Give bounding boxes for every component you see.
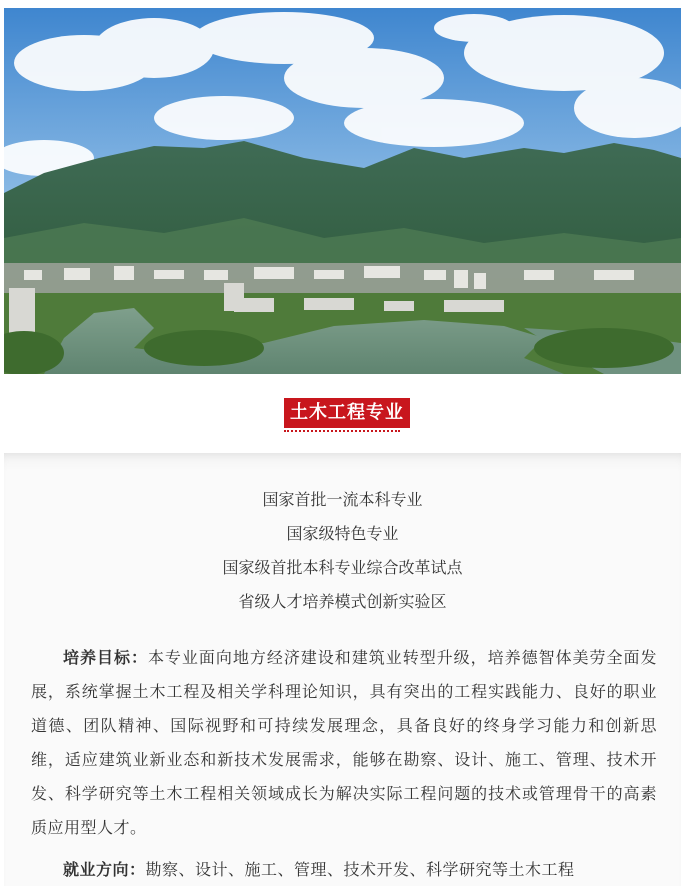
training-goal-paragraph — [31, 641, 657, 845]
major-title-badge: 土木工程专业 — [284, 398, 410, 428]
employment-text: 勘察、设计、施工、管理、技术开发、科学研究等土木工程 — [145, 860, 575, 879]
honors-list — [4, 483, 681, 619]
training-goal-text: 本专业面向地方经济建设和建筑业转型升级，培养德智体美劳全面发展，系统掌握土木工程及相关学科理论知识，具有突出的工程实践能力、良好的职业道德、团队精神、国际视野和可持续发展理念，具备良好的终身学习能力和创新思维，适应建筑业新业态和新技术发展需求，能够在勘察、设计、施工、管理、技术开发、科学研究等土木工程相关领域成长为解决实际工程问题的技术或管理骨干的高素质应用型人才。 — [31, 648, 657, 837]
honor-item: 国家首批一流本科专业 — [262, 490, 423, 509]
major-info-panel — [4, 453, 681, 886]
badge-dotted-underline — [284, 430, 400, 432]
campus-aerial-icon — [4, 8, 681, 374]
honor-item: 国家级特色专业 — [286, 524, 399, 543]
employment-label: 就业方向： — [63, 860, 146, 879]
employment-paragraph — [31, 853, 657, 887]
campus-aerial-photo — [4, 8, 681, 374]
training-goal-label: 培养目标： — [63, 648, 148, 667]
honor-item: 国家级首批本科专业综合改革试点 — [222, 558, 463, 577]
honor-item: 省级人才培养模式创新实验区 — [238, 592, 447, 611]
